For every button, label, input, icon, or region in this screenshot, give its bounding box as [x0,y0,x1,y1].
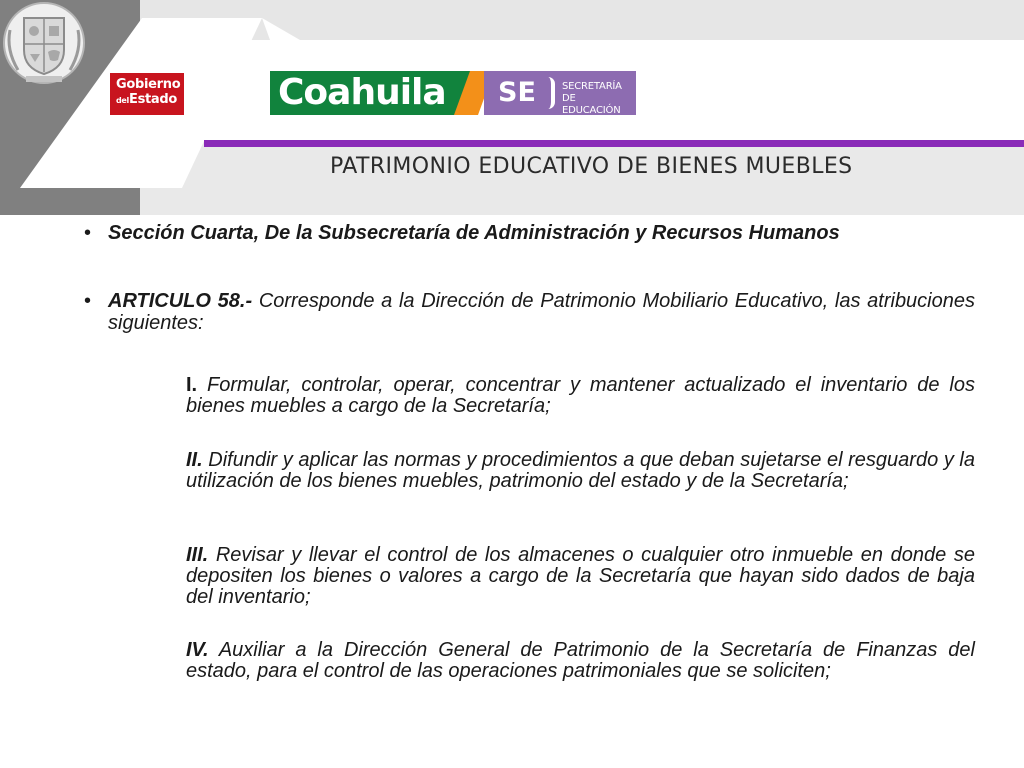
item-text: Revisar y llevar el control de los almacenes o cualquier otro inmueble en donde se depositen los bienes o valores a cargo de la Secretaría que hayan sido dados de baja del inventario; [186,544,975,608]
coat-of-arms-icon [0,0,88,86]
bullet-icon: • [84,290,92,312]
item-number: II. [186,449,203,471]
gobierno-line2 [116,92,184,108]
gobierno-del-estado-logo [110,73,184,115]
purple-divider [204,140,1024,147]
se-line1: SECRETARÍA [562,81,622,92]
item-number: III. [186,544,209,566]
slide-title: PATRIMONIO EDUCATIVO DE BIENES MUEBLES [330,154,853,179]
item-text: Auxiliar a la Dirección General de Patrimonio de la Secretaría de Finanzas del estado, para el control de las operaciones patrimoniales que se soliciten; [186,639,975,682]
se-bracket-icon [548,77,555,109]
list-item [186,375,975,417]
list-item [186,545,975,608]
gobierno-small: del [116,96,129,105]
coahuila-logo: Coahuila [270,71,478,115]
gobierno-estado: Estado [129,92,178,107]
article-label: ARTICULO 58.- [108,290,253,312]
section-heading [108,222,975,244]
item-number: IV. [186,639,209,661]
secretaria-educacion-logo [484,71,636,115]
list-item [186,640,975,682]
se-label [562,81,636,117]
item-text: Difundir y aplicar las normas y procedimientos a que deban sujetarse el resguardo y la utilización de los bienes muebles, patrimonio del estado y de la Secretaría; [186,449,975,492]
article-paragraph [108,290,975,334]
bullet-icon: • [84,222,92,244]
list-item [186,450,975,492]
slide-header [0,0,1024,215]
item-text: Formular, controlar, operar, concentrar y mantener actualizado el inventario de los bienes muebles a cargo de la Secretaría; [186,374,975,417]
item-number: I. [186,374,198,396]
section-title: Sección Cuarta, De la Subsecretaría de Administración y Recursos Humanos [108,222,840,244]
article-text: Corresponde a la Dirección de Patrimonio Mobiliario Educativo, las atribuciones siguientes: [108,290,975,334]
se-line2: DE EDUCACIÓN [562,93,621,116]
se-abbrev: SE [498,77,536,108]
gobierno-line1: Gobierno [116,77,181,92]
